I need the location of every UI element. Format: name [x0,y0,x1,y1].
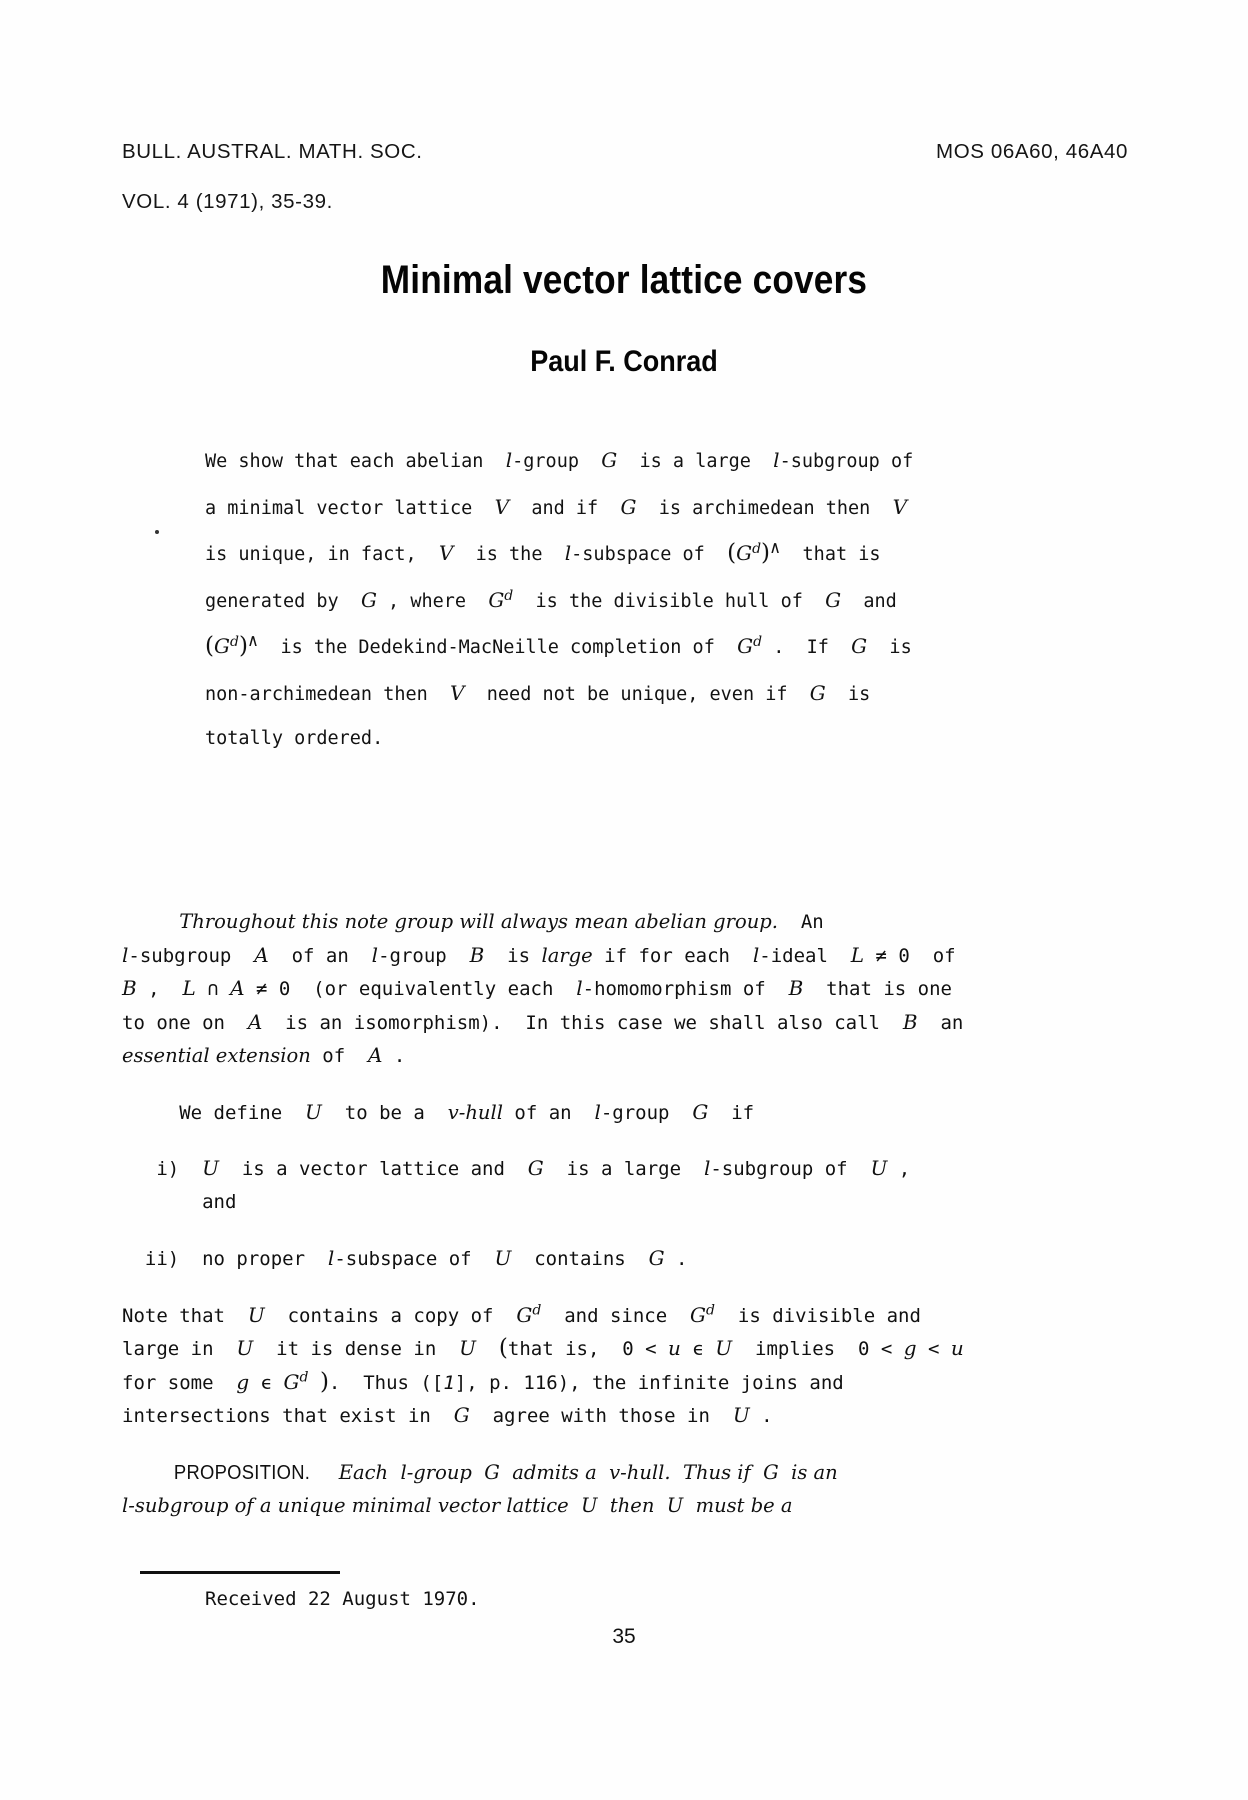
body-line: Throughout this note group will always mean abelian group. An [179,910,824,933]
abstract-block [205,438,1125,762]
list-item: i) U is a vector lattice and G is a large l-subgroup of U , [122,1156,911,1180]
body-line: l-subgroup A of an l-group B is large if for each l-ideal L ≠ 0 of [122,942,956,967]
abstract-line: non-archimedean then V need not be unique, even if G is [205,680,871,705]
body-line: Note that U contains a copy of $G^d$ and since $G^d$ is divisible and [122,1302,921,1327]
ink-speck [155,530,159,534]
abstract-line: is unique, in fact, V is the l-subspace of $(G^d)\wedge$ that is [205,537,881,566]
abstract-line: generated by G , where $G^d$ is the divisible hull of G and [205,587,897,612]
abstract-line: totally ordered. [205,728,384,749]
body-line: B , L ∩ A ≠ 0 (or equivalently each l-homomorphism of B that is one [122,976,952,1000]
msc-classification: MOS 06A60, 46A40 [936,140,1128,163]
body-line: We define U to be a v-hull of an l-group G if [122,1099,755,1124]
author-name: Paul F. Conrad [530,345,718,378]
body-line: for some g ϵ $G^d$ ). Thus ([1], p. 116), the infinite joins and [122,1368,844,1395]
proposition-line: l-subgroup of a unique minimal vector lattice U then U must be a [122,1494,793,1517]
volume-line: VOL. 4 (1971), 35-39. [122,190,333,213]
body-line: large in U it is dense in U (that is, 0 < u ϵ U implies 0 < g < u [122,1335,964,1361]
received-date: Received 22 August 1970. [205,1588,480,1610]
body-line: intersections that exist in G agree with those in U . [122,1403,773,1427]
abstract-line: We show that each abelian l-group G is a large l-subgroup of [205,448,914,472]
list-item: ii) no proper l-subspace of U contains G . [122,1246,688,1270]
page-number: 35 [612,1625,636,1648]
body-line: essential extension of A . [122,1043,406,1067]
abstract-line: $(G^d)\wedge$ is the Dedekind-MacNeille completion of $G^d$ . If G is [205,630,912,659]
footnote-rule [140,1571,340,1574]
body-line: to one on A is an isomorphism). In this case we shall also call B an [122,1009,964,1034]
abstract-line: a minimal vector lattice V and if G is archimedean then V [205,494,908,519]
running-head [122,140,1128,164]
proposition-line: PROPOSITION. Each l-group G admits a v-hull. Thus if G is an [173,1460,838,1484]
body-text [122,905,1132,1523]
page-title: Minimal vector lattice covers [380,258,868,302]
journal-name: BULL. AUSTRAL. MATH. SOC. [122,140,423,163]
list-item-continuation: and [122,1190,237,1213]
